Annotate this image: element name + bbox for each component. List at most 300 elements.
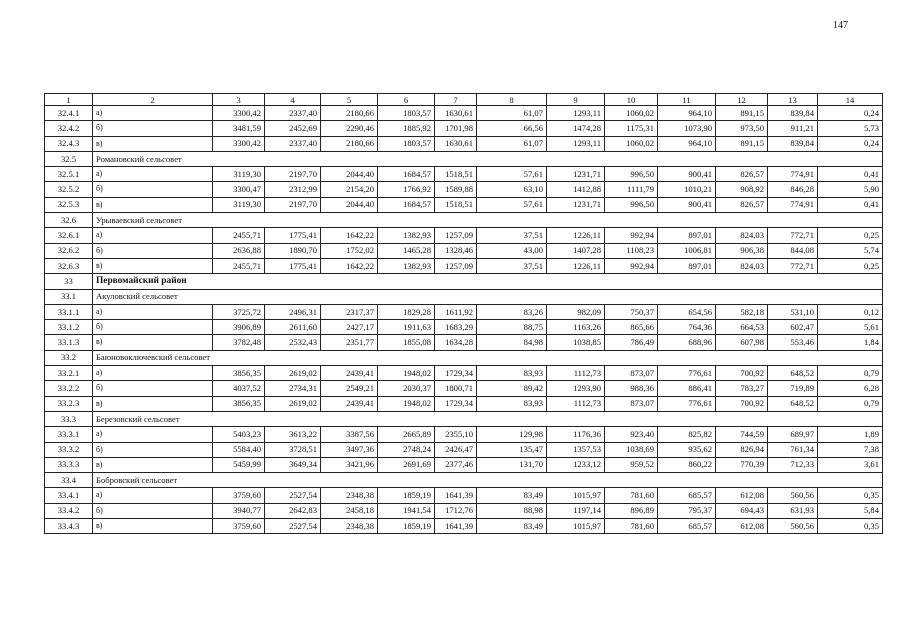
- table-cell: 1231,71: [547, 197, 605, 212]
- column-header: 1: [45, 94, 93, 106]
- section-row: [45, 213, 883, 228]
- row-variant: б): [93, 320, 213, 335]
- table-cell: 3856,35: [213, 366, 265, 381]
- table-cell: 83,49: [477, 519, 547, 534]
- table-cell: 83,93: [477, 366, 547, 381]
- table-row: [45, 488, 883, 503]
- table-cell: 3119,30: [213, 197, 265, 212]
- table-cell: 3300,42: [213, 106, 265, 121]
- table-cell: 129,98: [477, 427, 547, 442]
- row-code: 32.6: [45, 213, 93, 228]
- table-cell: 1518,51: [435, 197, 477, 212]
- table-cell: 2317,37: [321, 304, 378, 319]
- table-cell: 5584,40: [213, 442, 265, 457]
- table-cell: 3728,51: [265, 442, 321, 457]
- table-cell: 2455,71: [213, 228, 265, 243]
- table-cell: 1684,57: [378, 197, 435, 212]
- table-cell: 1518,51: [435, 167, 477, 182]
- table-cell: 846,28: [768, 182, 818, 197]
- table-cell: 5,73: [818, 121, 883, 136]
- table-row: [45, 396, 883, 411]
- table-cell: 1911,63: [378, 320, 435, 335]
- table-cell: 3906,89: [213, 320, 265, 335]
- table-cell: 1634,28: [435, 335, 477, 350]
- table-cell: 1729,34: [435, 366, 477, 381]
- table-cell: 3725,72: [213, 304, 265, 319]
- table-cell: 3421,96: [321, 457, 378, 472]
- table-cell: 1642,22: [321, 258, 378, 273]
- table-row: [45, 381, 883, 396]
- table-cell: 900,41: [658, 167, 716, 182]
- table-cell: 1293,11: [547, 106, 605, 121]
- table-cell: 1766,92: [378, 182, 435, 197]
- table-cell: 37,51: [477, 228, 547, 243]
- table-cell: 774,91: [768, 167, 818, 182]
- table-cell: 1474,28: [547, 121, 605, 136]
- table-row: [45, 228, 883, 243]
- table-cell: 1729,34: [435, 396, 477, 411]
- table-cell: 996,50: [605, 167, 658, 182]
- table-cell: 648,52: [768, 366, 818, 381]
- table-cell: 900,41: [658, 197, 716, 212]
- row-variant: б): [93, 503, 213, 518]
- table-row: [45, 503, 883, 518]
- table-cell: 2619,02: [265, 366, 321, 381]
- table-cell: 897,01: [658, 258, 716, 273]
- table-cell: 2337,40: [265, 136, 321, 151]
- table-cell: 5,84: [818, 503, 883, 518]
- row-code: 32.5.2: [45, 182, 93, 197]
- row-code: 33.3.1: [45, 427, 93, 442]
- table-row: [45, 243, 883, 258]
- table-cell: 764,36: [658, 320, 716, 335]
- section-row: [45, 350, 883, 365]
- table-cell: 5,90: [818, 182, 883, 197]
- section-title: Акуловский сельсовет: [93, 289, 883, 304]
- table-cell: 891,15: [716, 136, 768, 151]
- table-cell: 0,41: [818, 197, 883, 212]
- table-cell: 1855,08: [378, 335, 435, 350]
- table-cell: 1357,53: [547, 442, 605, 457]
- row-code: 32.4.2: [45, 121, 93, 136]
- table-cell: 7,38: [818, 442, 883, 457]
- table-row: [45, 167, 883, 182]
- table-cell: 1752,02: [321, 243, 378, 258]
- table-cell: 63,10: [477, 182, 547, 197]
- row-code: 33.1.3: [45, 335, 93, 350]
- row-code: 33.2.1: [45, 366, 93, 381]
- table-cell: 2197,70: [265, 197, 321, 212]
- table-cell: 897,01: [658, 228, 716, 243]
- table-cell: 89,42: [477, 381, 547, 396]
- table-cell: 1800,71: [435, 381, 477, 396]
- table-row: [45, 366, 883, 381]
- row-variant: а): [93, 304, 213, 319]
- table-cell: 631,93: [768, 503, 818, 518]
- table-cell: 911,21: [768, 121, 818, 136]
- table-cell: 2549,21: [321, 381, 378, 396]
- table-cell: 2351,77: [321, 335, 378, 350]
- row-code: 32.6.3: [45, 258, 93, 273]
- row-code: 33.4.1: [45, 488, 93, 503]
- table-cell: 553,46: [768, 335, 818, 350]
- table-cell: 774,91: [768, 197, 818, 212]
- table-cell: 1060,02: [605, 136, 658, 151]
- table-cell: 1038,69: [605, 442, 658, 457]
- column-header: 6: [378, 94, 435, 106]
- row-code: 33.4: [45, 473, 93, 488]
- table-cell: 1197,14: [547, 503, 605, 518]
- table-cell: 1,89: [818, 427, 883, 442]
- table-cell: 982,09: [547, 304, 605, 319]
- row-variant: в): [93, 136, 213, 151]
- table-cell: 1257,09: [435, 228, 477, 243]
- row-variant: в): [93, 457, 213, 472]
- table-cell: 0,41: [818, 167, 883, 182]
- table-cell: 1948,02: [378, 396, 435, 411]
- table-cell: 795,37: [658, 503, 716, 518]
- table-cell: 826,57: [716, 167, 768, 182]
- table-cell: 776,61: [658, 366, 716, 381]
- row-variant: в): [93, 258, 213, 273]
- row-code: 33.2.3: [45, 396, 93, 411]
- table-cell: 886,41: [658, 381, 716, 396]
- table-cell: 2180,66: [321, 136, 378, 151]
- table-cell: 839,84: [768, 106, 818, 121]
- section-title: Березовский сельсовет: [93, 411, 883, 426]
- table-cell: 2044,40: [321, 167, 378, 182]
- table-cell: 3300,47: [213, 182, 265, 197]
- column-header: 10: [605, 94, 658, 106]
- row-variant: б): [93, 442, 213, 457]
- table-cell: 700,92: [716, 366, 768, 381]
- table-cell: 824,03: [716, 228, 768, 243]
- row-variant: в): [93, 519, 213, 534]
- table-cell: 0,24: [818, 106, 883, 121]
- table-cell: 1859,19: [378, 519, 435, 534]
- table-cell: 3759,60: [213, 488, 265, 503]
- table-cell: 2642,83: [265, 503, 321, 518]
- table-cell: 783,27: [716, 381, 768, 396]
- row-variant: б): [93, 381, 213, 396]
- table-cell: 83,49: [477, 488, 547, 503]
- table-cell: 3,61: [818, 457, 883, 472]
- table-cell: 0,25: [818, 228, 883, 243]
- table-cell: 612,08: [716, 488, 768, 503]
- table-row: [45, 519, 883, 534]
- row-code: 33.1.1: [45, 304, 93, 319]
- table-cell: 1829,28: [378, 304, 435, 319]
- section-title: Бобровский сельсовет: [93, 473, 883, 488]
- table-cell: 1226,11: [547, 258, 605, 273]
- table-cell: 88,98: [477, 503, 547, 518]
- table-cell: 61,07: [477, 106, 547, 121]
- section-title: Урываевский сельсовет: [93, 213, 883, 228]
- table-cell: 3119,30: [213, 167, 265, 182]
- table-cell: 891,15: [716, 106, 768, 121]
- table-cell: 0,35: [818, 488, 883, 503]
- table-cell: 57,61: [477, 197, 547, 212]
- section-title: Баюновоключевский сельсовет: [93, 350, 883, 365]
- table-cell: 873,07: [605, 396, 658, 411]
- table-cell: 2154,20: [321, 182, 378, 197]
- table-cell: 959,52: [605, 457, 658, 472]
- table-cell: 4037,52: [213, 381, 265, 396]
- table-cell: 1803,57: [378, 136, 435, 151]
- table-cell: 3613,22: [265, 427, 321, 442]
- table-cell: 2734,31: [265, 381, 321, 396]
- column-header: 5: [321, 94, 378, 106]
- table-cell: 607,98: [716, 335, 768, 350]
- table-cell: 1060,02: [605, 106, 658, 121]
- table-cell: 2665,89: [378, 427, 435, 442]
- row-variant: в): [93, 396, 213, 411]
- table-cell: 83,26: [477, 304, 547, 319]
- table-cell: 2377,46: [435, 457, 477, 472]
- table-cell: 824,03: [716, 258, 768, 273]
- table-cell: 3481,59: [213, 121, 265, 136]
- table-cell: 5459,99: [213, 457, 265, 472]
- table-row: [45, 121, 883, 136]
- table-cell: 694,43: [716, 503, 768, 518]
- table-cell: 37,51: [477, 258, 547, 273]
- table-cell: 1111,79: [605, 182, 658, 197]
- table-row: [45, 182, 883, 197]
- section-row: [45, 473, 883, 488]
- table-cell: 1257,09: [435, 258, 477, 273]
- row-code: 32.6.2: [45, 243, 93, 258]
- table-cell: 844,08: [768, 243, 818, 258]
- table-row: [45, 442, 883, 457]
- table-cell: 772,71: [768, 258, 818, 273]
- table-cell: 6,28: [818, 381, 883, 396]
- table-cell: 2180,66: [321, 106, 378, 121]
- table-cell: 2439,41: [321, 366, 378, 381]
- table-cell: 964,10: [658, 136, 716, 151]
- table-row: [45, 136, 883, 151]
- table-cell: 2426,47: [435, 442, 477, 457]
- table-cell: 1948,02: [378, 366, 435, 381]
- table-cell: 826,94: [716, 442, 768, 457]
- table-cell: 1803,57: [378, 106, 435, 121]
- table-cell: 973,50: [716, 121, 768, 136]
- tariff-table: [44, 93, 883, 534]
- table-cell: 865,66: [605, 320, 658, 335]
- table-cell: 531,10: [768, 304, 818, 319]
- table-cell: 654,56: [658, 304, 716, 319]
- row-code: 33.4.2: [45, 503, 93, 518]
- table-cell: 57,61: [477, 167, 547, 182]
- table-cell: 1231,71: [547, 167, 605, 182]
- table-cell: 5403,23: [213, 427, 265, 442]
- table-cell: 992,94: [605, 228, 658, 243]
- table-row: [45, 106, 883, 121]
- row-variant: а): [93, 427, 213, 442]
- row-code: 32.5: [45, 151, 93, 166]
- table-cell: 1293,90: [547, 381, 605, 396]
- row-variant: в): [93, 335, 213, 350]
- district-title: Первомайский район: [93, 274, 883, 289]
- table-cell: 873,07: [605, 366, 658, 381]
- district-row: [45, 274, 883, 289]
- table-cell: 685,57: [658, 488, 716, 503]
- table-cell: 700,92: [716, 396, 768, 411]
- table-row: [45, 304, 883, 319]
- table-cell: 689,97: [768, 427, 818, 442]
- table-cell: 1112,73: [547, 366, 605, 381]
- table-cell: 131,70: [477, 457, 547, 472]
- table-cell: 1015,97: [547, 519, 605, 534]
- table-cell: 1,84: [818, 335, 883, 350]
- table-cell: 560,56: [768, 519, 818, 534]
- row-code: 32.4.3: [45, 136, 93, 151]
- table-cell: 1382,93: [378, 228, 435, 243]
- table-cell: 772,71: [768, 228, 818, 243]
- table-cell: 1412,88: [547, 182, 605, 197]
- table-cell: 2455,71: [213, 258, 265, 273]
- table-cell: 0,25: [818, 258, 883, 273]
- table-cell: 648,52: [768, 396, 818, 411]
- table-cell: 2452,69: [265, 121, 321, 136]
- table-cell: 1176,36: [547, 427, 605, 442]
- table-cell: 3940,77: [213, 503, 265, 518]
- table-cell: 688,96: [658, 335, 716, 350]
- table-cell: 744,59: [716, 427, 768, 442]
- table-cell: 0,12: [818, 304, 883, 319]
- table-cell: 5,74: [818, 243, 883, 258]
- table-cell: 1684,57: [378, 167, 435, 182]
- table-cell: 2312,99: [265, 182, 321, 197]
- table-row: [45, 258, 883, 273]
- table-cell: 1073,90: [658, 121, 716, 136]
- table-row: [45, 320, 883, 335]
- row-code: 33: [45, 274, 93, 289]
- table-cell: 906,38: [716, 243, 768, 258]
- table-cell: 2611,60: [265, 320, 321, 335]
- row-code: 33.1.2: [45, 320, 93, 335]
- table-row: [45, 335, 883, 350]
- table-cell: 1226,11: [547, 228, 605, 243]
- table-cell: 750,37: [605, 304, 658, 319]
- table-cell: 1465,28: [378, 243, 435, 258]
- table-cell: 2337,40: [265, 106, 321, 121]
- table-cell: 582,18: [716, 304, 768, 319]
- table-cell: 1015,97: [547, 488, 605, 503]
- table-cell: 2348,38: [321, 488, 378, 503]
- table-cell: 1112,73: [547, 396, 605, 411]
- column-header: 4: [265, 94, 321, 106]
- page-number: 147: [833, 20, 848, 31]
- table-cell: 2748,24: [378, 442, 435, 457]
- column-header: 7: [435, 94, 477, 106]
- table-cell: 135,47: [477, 442, 547, 457]
- table-cell: 1941,54: [378, 503, 435, 518]
- table-cell: 1038,85: [547, 335, 605, 350]
- table-cell: 5,61: [818, 320, 883, 335]
- table-cell: 2044,40: [321, 197, 378, 212]
- section-row: [45, 151, 883, 166]
- table-cell: 83,93: [477, 396, 547, 411]
- table-cell: 685,57: [658, 519, 716, 534]
- table-cell: 3759,60: [213, 519, 265, 534]
- table-cell: 1630,61: [435, 136, 477, 151]
- table-cell: 1293,11: [547, 136, 605, 151]
- table-cell: 2691,69: [378, 457, 435, 472]
- table-cell: 1885,92: [378, 121, 435, 136]
- table-row: [45, 197, 883, 212]
- table-cell: 1712,76: [435, 503, 477, 518]
- row-code: 33.2: [45, 350, 93, 365]
- table-cell: 935,62: [658, 442, 716, 457]
- table-cell: 896,89: [605, 503, 658, 518]
- table-cell: 602,47: [768, 320, 818, 335]
- column-header: 12: [716, 94, 768, 106]
- table-cell: 61,07: [477, 136, 547, 151]
- column-header: 8: [477, 94, 547, 106]
- table-cell: 1108,23: [605, 243, 658, 258]
- table-cell: 0,24: [818, 136, 883, 151]
- table-cell: 1589,88: [435, 182, 477, 197]
- table-cell: 1611,92: [435, 304, 477, 319]
- table-cell: 2030,37: [378, 381, 435, 396]
- row-code: 32.5.1: [45, 167, 93, 182]
- table-cell: 3782,48: [213, 335, 265, 350]
- row-variant: б): [93, 121, 213, 136]
- table-cell: 996,50: [605, 197, 658, 212]
- table-cell: 2527,54: [265, 519, 321, 534]
- table-cell: 988,36: [605, 381, 658, 396]
- table-cell: 0,79: [818, 396, 883, 411]
- table-cell: 781,60: [605, 488, 658, 503]
- table-cell: 612,08: [716, 519, 768, 534]
- table-cell: 1407,28: [547, 243, 605, 258]
- row-code: 32.6.1: [45, 228, 93, 243]
- row-variant: в): [93, 197, 213, 212]
- table-cell: 1775,41: [265, 258, 321, 273]
- table-cell: 2290,46: [321, 121, 378, 136]
- table-cell: 719,89: [768, 381, 818, 396]
- table-cell: 2527,54: [265, 488, 321, 503]
- table-cell: 2458,18: [321, 503, 378, 518]
- column-header: 13: [768, 94, 818, 106]
- column-header: 3: [213, 94, 265, 106]
- table-cell: 860,22: [658, 457, 716, 472]
- table-cell: 2355,10: [435, 427, 477, 442]
- section-row: [45, 289, 883, 304]
- table-cell: 839,84: [768, 136, 818, 151]
- table-cell: 786,49: [605, 335, 658, 350]
- table-cell: 2427,17: [321, 320, 378, 335]
- table-cell: 1163,26: [547, 320, 605, 335]
- table-cell: 2619,02: [265, 396, 321, 411]
- row-code: 32.4.1: [45, 106, 93, 121]
- table-cell: 2348,38: [321, 519, 378, 534]
- row-variant: а): [93, 106, 213, 121]
- table-cell: 664,53: [716, 320, 768, 335]
- table-cell: 560,56: [768, 488, 818, 503]
- table-cell: 1641,39: [435, 519, 477, 534]
- row-code: 33.2.2: [45, 381, 93, 396]
- table-cell: 3300,42: [213, 136, 265, 151]
- table-cell: 781,60: [605, 519, 658, 534]
- table-cell: 923,40: [605, 427, 658, 442]
- table-cell: 1890,70: [265, 243, 321, 258]
- table-cell: 826,57: [716, 197, 768, 212]
- table-cell: 776,61: [658, 396, 716, 411]
- row-variant: а): [93, 488, 213, 503]
- table-cell: 3497,36: [321, 442, 378, 457]
- table-cell: 712,33: [768, 457, 818, 472]
